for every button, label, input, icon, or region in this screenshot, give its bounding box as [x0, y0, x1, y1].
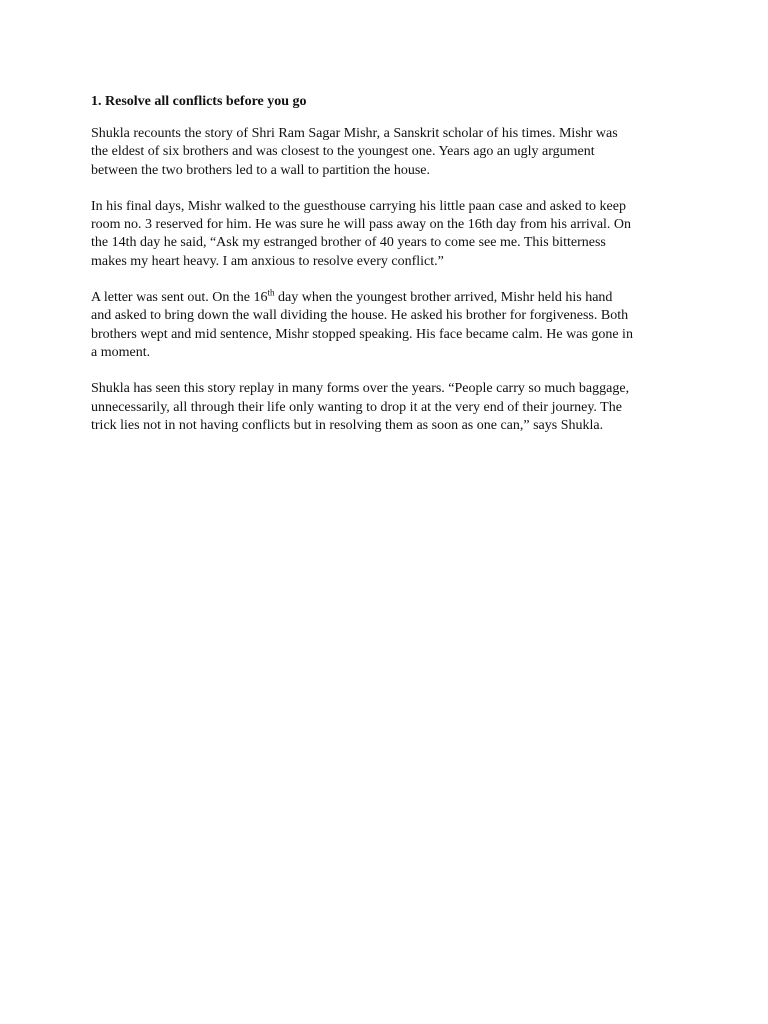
paragraph-line [91, 289, 691, 307]
paragraph-line: and asked to bring down the wall dividing the house. He asked his brother for forgiveness. Both [91, 308, 629, 324]
ordinal-suffix: th [267, 287, 275, 298]
paragraph-line: Shukla has seen this story replay in many forms over the years. “People carry so much baggage, [91, 381, 630, 397]
paragraph-line: unnecessarily, all through their life only wanting to drop it at the very end of their journey. The [91, 399, 622, 415]
paragraph-4 [91, 380, 691, 435]
paragraph-line: trick lies not in not having conflicts but in resolving them as soon as one can,” says Shukla. [91, 417, 604, 433]
paragraph-line: brothers wept and mid sentence, Mishr stopped speaking. His face became calm. He was gone in [91, 326, 633, 342]
section-heading: 1. Resolve all conflicts before you go [91, 94, 307, 109]
paragraph-2 [91, 198, 691, 271]
paragraph-3 [91, 289, 691, 362]
paragraph-line: Shukla recounts the story of Shri Ram Sagar Mishr, a Sanskrit scholar of his times. Mishr was [91, 126, 618, 141]
paragraph-line: the eldest of six brothers and was closest to the youngest one. Years ago an ugly argument [91, 144, 595, 160]
paragraph-text: A letter was sent out. On the 16 [91, 290, 268, 306]
paragraph-1 [91, 125, 691, 180]
paragraph-line: In his final days, Mishr walked to the guesthouse carrying his little paan case and asked to keep [91, 198, 626, 214]
paragraph-line: a moment. [91, 344, 151, 360]
paragraph-line: room no. 3 reserved for him. He was sure he will pass away on the 16th day from his arrival. On [91, 217, 632, 233]
paragraph-text: day when the youngest brother arrived, Mishr held his hand [274, 290, 613, 306]
document-page [91, 93, 691, 453]
paragraph-line: makes my heart heavy. I am anxious to resolve every conflict.” [91, 253, 444, 269]
paragraph-line: between the two brothers led to a wall to partition the house. [91, 162, 431, 178]
paragraph-line: the 14th day he said, “Ask my estranged brother of 40 years to come see me. This bitterness [91, 235, 606, 251]
